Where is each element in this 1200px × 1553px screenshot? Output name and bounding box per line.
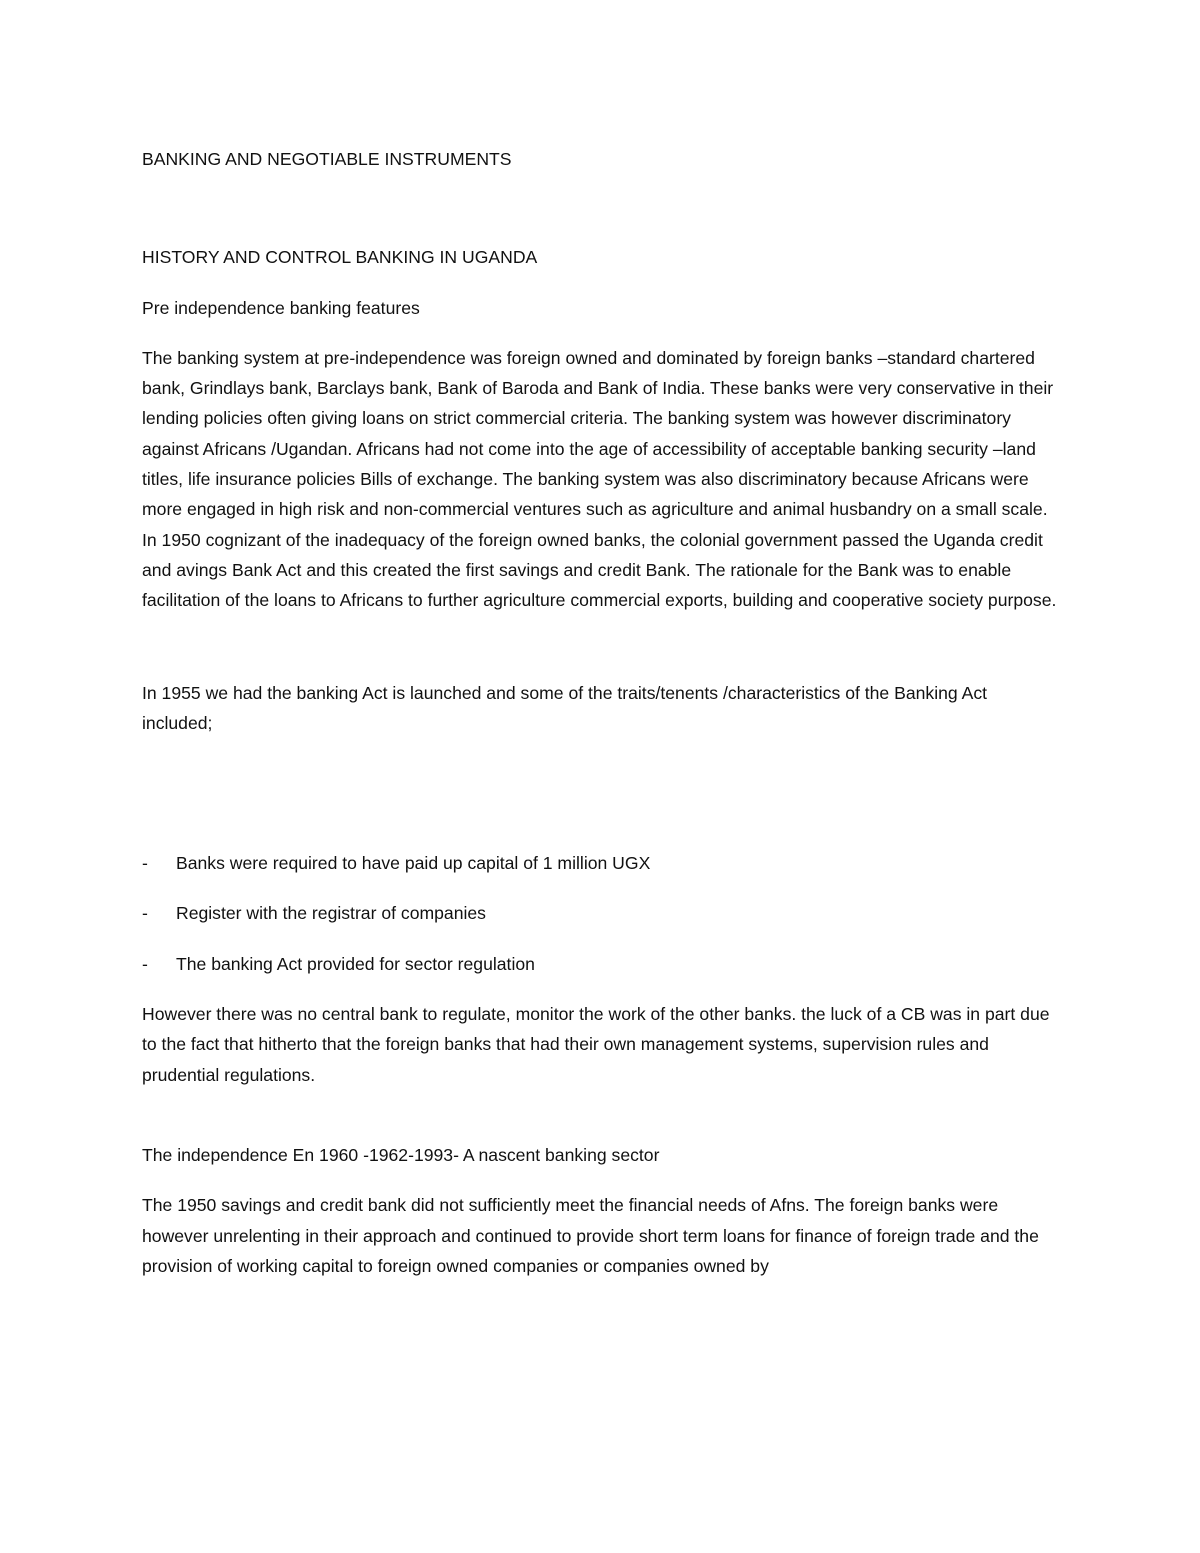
list-dash-marker: - (142, 903, 148, 924)
document-title: BANKING AND NEGOTIABLE INSTRUMENTS (142, 149, 512, 169)
list-item (142, 898, 1062, 928)
list-item (142, 848, 1062, 878)
paragraph-pre-independence: The banking system at pre-independence was foreign owned and dominated by foreign banks –standard chartered bank, Grindlays bank, Barclays bank, Bank of Baroda and Bank of India. These banks were very conservative in their lending policies often giving loans on strict commercial criteria. The banking system was however discriminatory against Africans /Ugandan. Africans had not come into the age of accessibility of acceptable banking security –land titles, life insurance policies Bills of exchange. The banking system was also discriminatory because Africans were more engaged in high risk and non-commercial ventures such as agriculture and animal husbandry on a small scale. In 1950 cognizant of the inadequacy of the foreign owned banks, the colonial government passed the Uganda credit and avings Bank Act and this created the first savings and credit Bank. The rationale for the Bank was to enable facilitation of the loans to Africans to further agriculture commercial exports, building and cooperative society purpose. (142, 347, 1057, 611)
list-dash-marker: - (142, 853, 148, 874)
subheading-independence: The independence En 1960 -1962-1993- A nascent banking sector (142, 1144, 660, 1165)
list-dash-marker: - (142, 953, 148, 974)
list-item (142, 949, 1062, 979)
list-item-text: The banking Act provided for sector regulation (176, 953, 535, 974)
list-item-text: Register with the registrar of companies (176, 903, 486, 924)
paragraph-no-central-bank: However there was no central bank to regulate, monitor the work of the other banks. the luck of a CB was in part due to the fact that hitherto that the foreign banks that had their own management systems, supervision rules and prudential regulations. (142, 1004, 1050, 1085)
paragraph-banking-act-1955: In 1955 we had the banking Act is launched and some of the traits/tenents /characteristics of the Banking Act included; (142, 682, 988, 733)
section-heading-history: HISTORY AND CONTROL BANKING IN UGANDA (142, 247, 538, 268)
document-body (142, 144, 1062, 1301)
paragraph-savings-credit-bank: The 1950 savings and credit bank did not sufficiently meet the financial needs of Afns. The foreign banks were however unrelenting in their approach and continued to provide short term loans for finance of foreign trade and the provision of working capital to foreign owned companies or companies owned by (142, 1195, 1039, 1276)
subheading-pre-independence: Pre independence banking features (142, 297, 420, 318)
banking-act-traits-list (142, 848, 1062, 979)
list-item-text: Banks were required to have paid up capital of 1 million UGX (176, 853, 651, 874)
